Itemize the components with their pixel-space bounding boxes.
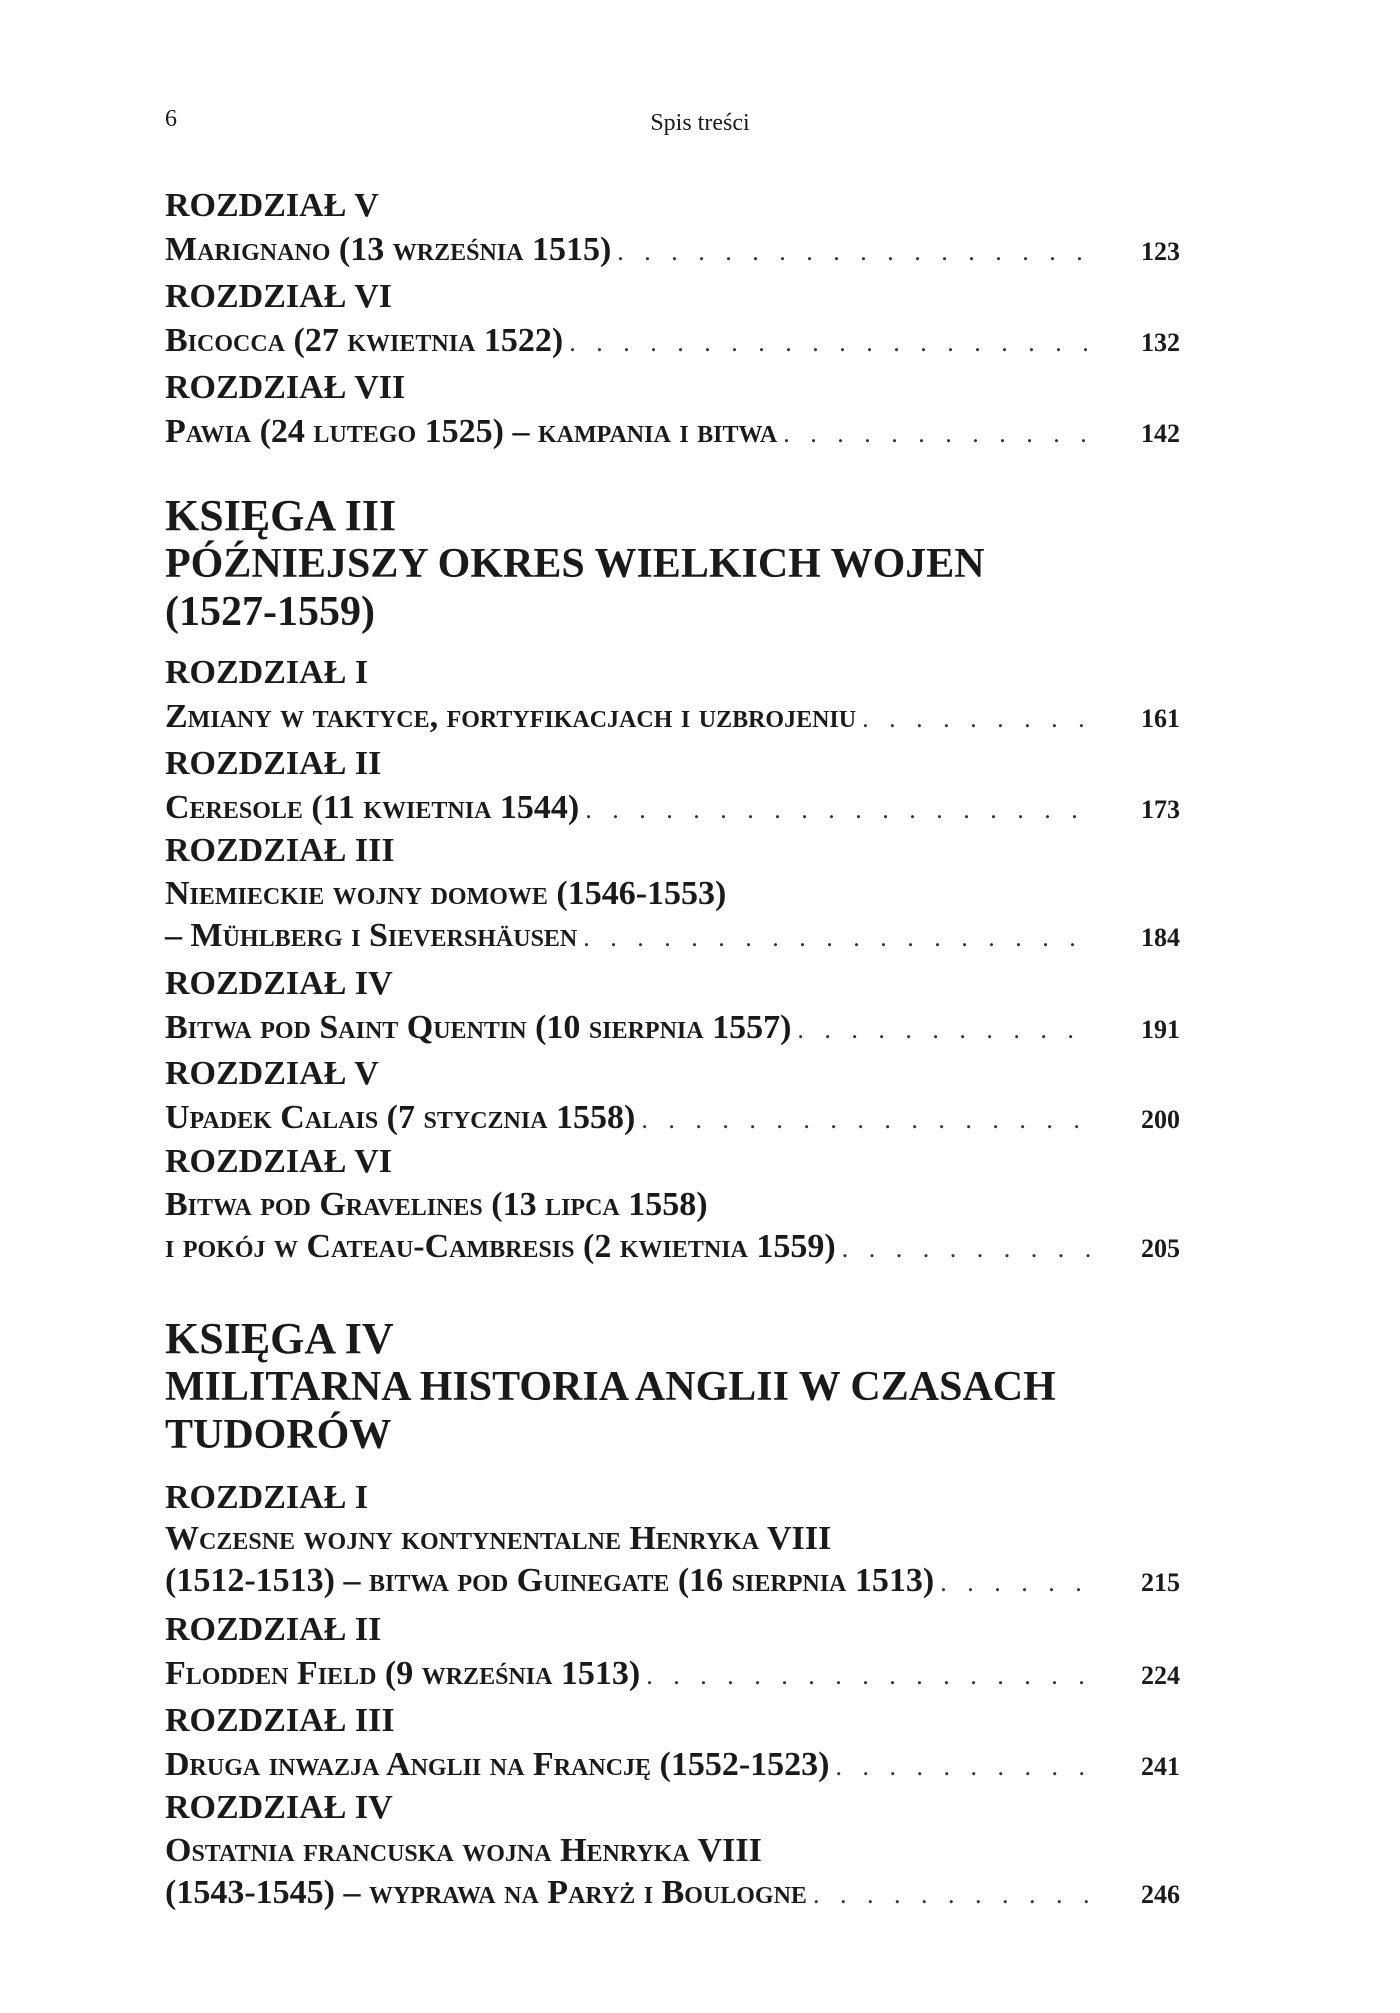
book-title: PÓŹNIEJSZY OKRES WIELKICH WOJEN bbox=[165, 541, 985, 587]
book-heading: KSIĘGA IV bbox=[165, 1314, 394, 1363]
toc-entry-line[interactable] bbox=[165, 1517, 1180, 1561]
running-head: Spis treści bbox=[650, 110, 750, 136]
page-number: 6 bbox=[165, 106, 177, 132]
toc-entry[interactable] bbox=[165, 1743, 1180, 1787]
toc-entry[interactable] bbox=[165, 228, 1180, 272]
chapter-label: ROZDZIAŁ VI bbox=[165, 278, 393, 315]
entry-title: i pokój w Cateau-Cambresis (2 kwietnia 1559) bbox=[165, 1228, 836, 1265]
toc-entry[interactable] bbox=[165, 914, 1180, 958]
chapter-label: ROZDZIAŁ VII bbox=[165, 369, 406, 406]
dot-leader bbox=[862, 697, 1096, 741]
dot-leader bbox=[583, 916, 1096, 960]
entry-title: Marignano (13 września 1515) bbox=[165, 231, 612, 268]
toc-entry[interactable] bbox=[165, 1871, 1180, 1915]
entry-page: 161 bbox=[1141, 704, 1180, 733]
entry-page: 200 bbox=[1141, 1105, 1180, 1134]
dot-leader bbox=[836, 1745, 1096, 1789]
dot-leader bbox=[797, 1008, 1096, 1052]
entry-page: 173 bbox=[1141, 795, 1180, 824]
entry-page: 215 bbox=[1141, 1568, 1180, 1597]
entry-title: Druga inwazja Anglii na Francję (1552-1523) bbox=[165, 1746, 830, 1783]
book-title: TUDORÓW bbox=[165, 1412, 392, 1458]
dot-leader bbox=[813, 1873, 1096, 1917]
book-title: (1527-1559) bbox=[165, 589, 375, 635]
toc-entry-line[interactable] bbox=[165, 1183, 1180, 1227]
chapter-label: ROZDZIAŁ V bbox=[165, 187, 379, 224]
entry-title: Ostatnia francuska wojna Henryka VIII bbox=[165, 1832, 762, 1869]
entry-page: 241 bbox=[1141, 1752, 1180, 1781]
dot-leader bbox=[585, 788, 1096, 832]
entry-title: Ceresole (11 kwietnia 1544) bbox=[165, 789, 580, 826]
chapter-label: ROZDZIAŁ IV bbox=[165, 965, 393, 1002]
chapter-label: ROZDZIAŁ V bbox=[165, 1055, 379, 1092]
chapter-label: ROZDZIAŁ I bbox=[165, 1479, 369, 1516]
chapter-label: ROZDZIAŁ II bbox=[165, 745, 382, 782]
toc-entry[interactable] bbox=[165, 1652, 1180, 1696]
book-heading: KSIĘGA III bbox=[165, 491, 397, 540]
entry-title: Upadek Calais (7 stycznia 1558) bbox=[165, 1099, 636, 1136]
entry-title: – Mühlberg i Sievershäusen bbox=[165, 917, 578, 954]
entry-title: Bitwa pod Gravelines (13 lipca 1558) bbox=[165, 1186, 708, 1223]
entry-title: Niemieckie wojny domowe (1546-1553) bbox=[165, 875, 727, 912]
entry-title: Zmiany w taktyce, fortyfikacjach i uzbrojeniu bbox=[165, 698, 857, 735]
toc-entry[interactable] bbox=[165, 1096, 1180, 1140]
chapter-label: ROZDZIAŁ VI bbox=[165, 1143, 393, 1180]
chapter-label: ROZDZIAŁ III bbox=[165, 832, 395, 869]
toc-entry[interactable] bbox=[165, 319, 1180, 363]
entry-title: Wczesne wojny kontynentalne Henryka VIII bbox=[165, 1520, 832, 1557]
entry-page: 205 bbox=[1141, 1234, 1180, 1263]
entry-page: 123 bbox=[1141, 237, 1180, 266]
chapter-label: ROZDZIAŁ II bbox=[165, 1611, 382, 1648]
entry-title: Pawia (24 lutego 1525) – kampania i bitwa bbox=[165, 413, 778, 450]
toc-entry[interactable] bbox=[165, 410, 1180, 454]
chapter-label: ROZDZIAŁ III bbox=[165, 1702, 395, 1739]
entry-page: 184 bbox=[1141, 923, 1180, 952]
entry-page: 191 bbox=[1141, 1015, 1180, 1044]
dot-leader bbox=[569, 321, 1096, 365]
toc-entry[interactable] bbox=[165, 1225, 1180, 1269]
dot-leader bbox=[641, 1098, 1096, 1142]
entry-page: 132 bbox=[1141, 328, 1180, 357]
dot-leader bbox=[842, 1227, 1096, 1271]
dot-leader bbox=[646, 1654, 1096, 1698]
entry-page: 142 bbox=[1141, 419, 1180, 448]
chapter-label: ROZDZIAŁ IV bbox=[165, 1789, 393, 1826]
toc-entry[interactable] bbox=[165, 786, 1180, 830]
dot-leader bbox=[940, 1561, 1096, 1605]
chapter-label: ROZDZIAŁ I bbox=[165, 654, 369, 691]
toc-entry-line[interactable] bbox=[165, 1829, 1180, 1873]
entry-page: 224 bbox=[1141, 1661, 1180, 1690]
dot-leader bbox=[617, 230, 1096, 274]
entry-title: (1512-1513) – bitwa pod Guinegate (16 sierpnia 1513) bbox=[165, 1562, 935, 1599]
entry-title: (1543-1545) – wyprawa na Paryż i Boulogne bbox=[165, 1874, 807, 1911]
dot-leader bbox=[783, 412, 1096, 456]
entry-title: Bicocca (27 kwietnia 1522) bbox=[165, 322, 564, 359]
toc-entry[interactable] bbox=[165, 695, 1180, 739]
entry-title: Bitwa pod Saint Quentin (10 sierpnia 1557) bbox=[165, 1009, 792, 1046]
entry-title: Flodden Field (9 września 1513) bbox=[165, 1655, 641, 1692]
toc-entry[interactable] bbox=[165, 1006, 1180, 1050]
book-title: MILITARNA HISTORIA ANGLII W CZASACH bbox=[165, 1364, 1056, 1410]
entry-page: 246 bbox=[1141, 1880, 1180, 1909]
toc-entry[interactable] bbox=[165, 1559, 1180, 1603]
toc-entry-line[interactable] bbox=[165, 872, 1180, 916]
